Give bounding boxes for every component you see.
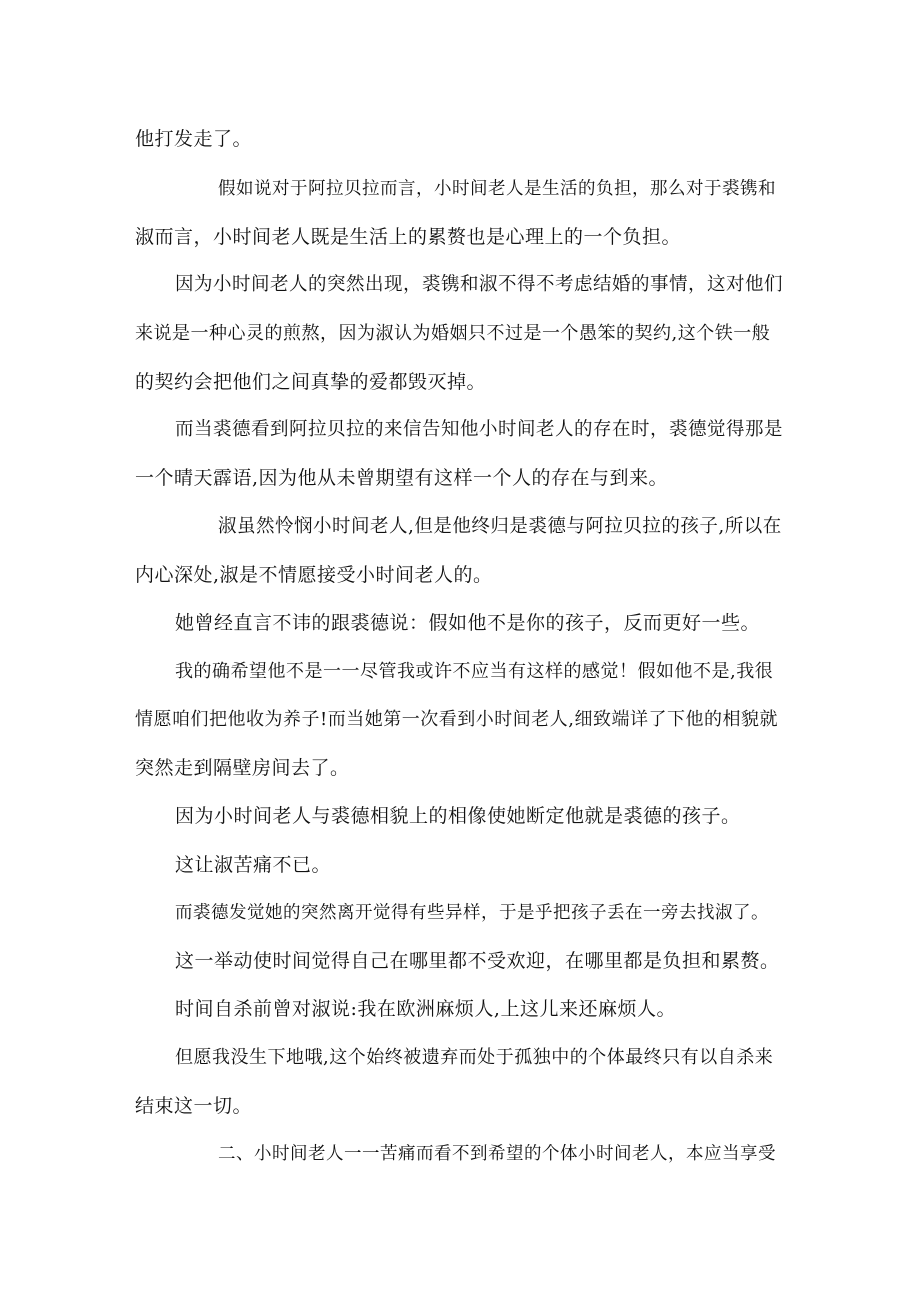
text-line: 我的确希望他不是一一尽管我或许不应当有这样的感觉！假如他不是,我很	[175, 661, 774, 682]
text-line: 结束这一切。	[135, 1095, 253, 1117]
text-line: 时间自杀前曾对淑说:我在欧洲麻烦人,上这儿来还麻烦人。	[175, 998, 676, 1020]
text-line: 突然走到隔壁房间去了。	[135, 757, 350, 779]
text-line: 情愿咱们把他收为养子!而当她第一次看到小时间老人,细致端详了下他的相貌就	[135, 709, 778, 730]
text-line: 这让淑苦痛不已。	[175, 854, 332, 876]
text-line: 因为小时间老人的突然出现，裘镌和淑不得不考虑结婚的事情，这对他们	[175, 274, 784, 295]
text-line: 假如说对于阿拉贝拉而言，小时间老人是生活的负担，那么对于裘镌和	[218, 179, 776, 199]
text-line: 一个晴天霹语,因为他从未曾期望有这样一个人的存在与到来。	[135, 467, 669, 489]
text-line: 但愿我没生下地哦,这个始终被遗弃而处于孤独中的个体最终只有以自杀来	[175, 1047, 774, 1068]
text-line: 而裘德发觉她的突然离开觉得有些异样，于是乎把孩子丢在一旁去找淑了。	[175, 903, 769, 923]
text-line: 二、小时间老人一一苦痛而看不到希望的个体小时间老人，本应当享受	[218, 1144, 776, 1164]
text-line: 这一举动使时间觉得自己在哪里都不受欢迎，在哪里都是负担和累赘。	[175, 950, 780, 972]
text-line: 他打发走了。	[135, 128, 253, 150]
text-line: 淑虽然怜悯小时间老人,但是他终归是裘德与阿拉贝拉的孩子,所以在	[218, 516, 782, 537]
text-line: 她曾经直言不讳的跟裘德说：假如他不是你的孩子，反而更好一些。	[175, 612, 761, 634]
text-line: 来说是一种心灵的煎熬，因为淑认为婚姻只不过是一个愚笨的契约,这个铁一般	[135, 323, 771, 344]
text-line: 淑而言，小时间老人既是生活上的累赘也是心理上的一个负担。	[135, 226, 682, 248]
text-line: 内心深处,淑是不情愿接受小时间老人的。	[135, 564, 493, 586]
text-line: 而当裘德看到阿拉贝拉的来信告知他小时间老人的存在时，裘德觉得那是	[175, 419, 784, 440]
text-line: 的契约会把他们之间真挚的爱都毁灭掉。	[135, 371, 487, 393]
text-line: 因为小时间老人与裘德相貌上的相像使她断定他就是裘德的孩子。	[175, 805, 741, 827]
